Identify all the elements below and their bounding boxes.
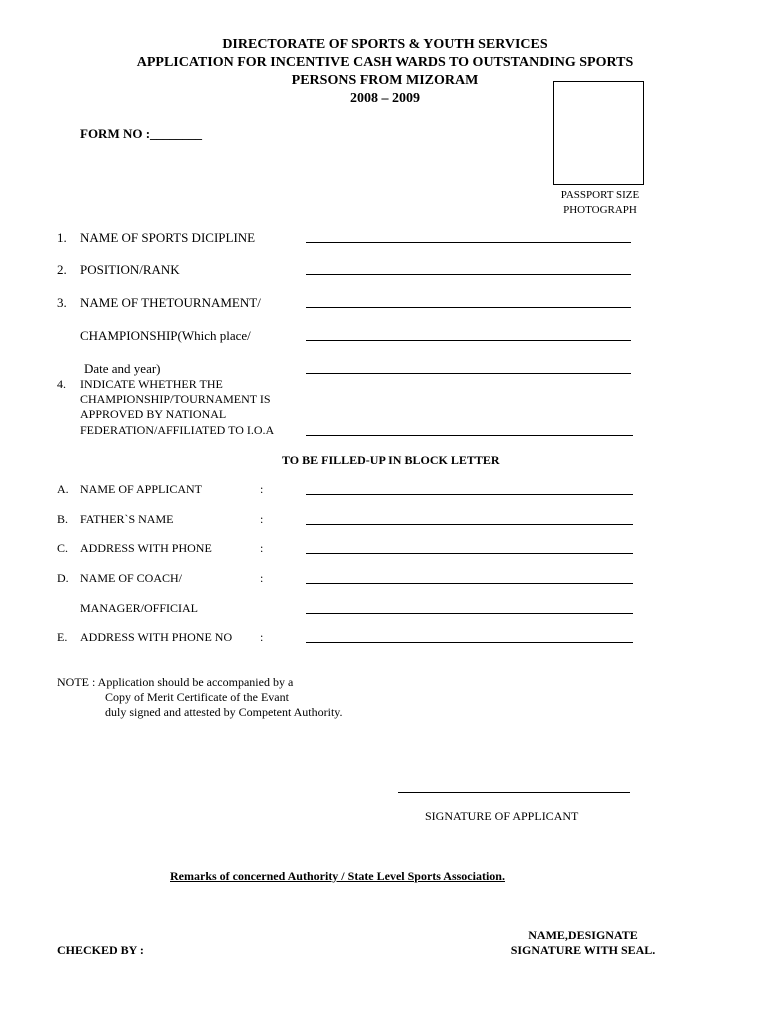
colon: :: [260, 482, 264, 496]
colon: :: [260, 630, 264, 644]
label-approval-line-3: APPROVED BY NATIONAL: [80, 407, 227, 421]
photo-caption-2: PHOTOGRAPH: [563, 204, 637, 216]
label-coach-name: NAME OF COACH/: [80, 571, 183, 585]
item-number: 1.: [57, 230, 67, 245]
form-number: FORM NO :________: [80, 126, 203, 141]
signature-field[interactable]: [398, 792, 630, 793]
header-subtitle: APPLICATION FOR INCENTIVE CASH WARDS TO OUTSTANDING SPORTS: [136, 55, 634, 70]
item-number: 4.: [57, 377, 66, 391]
item-letter: A.: [57, 482, 69, 496]
field-coach-name[interactable]: [306, 583, 633, 584]
colon: :: [260, 512, 264, 526]
field-date-year[interactable]: [306, 373, 631, 374]
label-address-phone-no: ADDRESS WITH PHONE NO: [80, 630, 233, 644]
field-father-name[interactable]: [306, 524, 633, 525]
label-date-year: Date and year): [84, 361, 161, 376]
label-address-phone: ADDRESS WITH PHONE: [80, 541, 212, 555]
block-letter-heading: TO BE FILLED-UP IN BLOCK LETTER: [282, 453, 500, 467]
label-tournament: NAME OF THETOURNAMENT/: [80, 295, 261, 310]
field-sports-discipline[interactable]: [306, 242, 631, 243]
checked-by-label: CHECKED BY :: [57, 943, 144, 957]
field-position-rank[interactable]: [306, 274, 631, 275]
signature-seal-label: SIGNATURE WITH SEAL.: [510, 943, 656, 957]
field-address-phone-no[interactable]: [306, 642, 633, 643]
colon: :: [260, 541, 264, 555]
item-letter: B.: [57, 512, 69, 526]
label-championship: CHAMPIONSHIP(Which place/: [80, 328, 251, 343]
label-approval-line-2: CHAMPIONSHIP/TOURNAMENT IS: [80, 392, 271, 406]
label-approval-line-4: FEDERATION/AFFILIATED TO I.O.A: [80, 423, 275, 437]
note-line-3: duly signed and attested by Competent Authority.: [105, 705, 343, 719]
label-manager-official: MANAGER/OFFICIAL: [80, 601, 199, 615]
remarks-heading: Remarks of concerned Authority / State Level Sports Association.: [170, 869, 505, 883]
photo-caption-1: PASSPORT SIZE: [560, 189, 640, 201]
passport-photo-box: [553, 81, 644, 185]
field-championship[interactable]: [306, 340, 631, 341]
header-region: PERSONS FROM MIZORAM: [291, 73, 479, 88]
item-number: 2.: [57, 262, 67, 277]
label-applicant-name: NAME OF APPLICANT: [80, 482, 203, 496]
item-letter: E.: [57, 630, 68, 644]
label-approval-line-1: INDICATE WHETHER THE: [80, 377, 223, 391]
field-approval[interactable]: [306, 435, 633, 436]
note-line-2: Copy of Merit Certificate of the Evant: [105, 690, 289, 704]
label-position-rank: POSITION/RANK: [80, 262, 180, 277]
signature-label: SIGNATURE OF APPLICANT: [425, 809, 579, 823]
field-applicant-name[interactable]: [306, 494, 633, 495]
field-manager-official[interactable]: [306, 613, 633, 614]
item-letter: C.: [57, 541, 69, 555]
name-designate-label: NAME,DESIGNATE: [528, 928, 638, 942]
item-letter: D.: [57, 571, 69, 585]
note-line-1: NOTE : Application should be accompanied by a: [57, 675, 294, 689]
field-address-phone[interactable]: [306, 553, 633, 554]
label-sports-discipline: NAME OF SPORTS DICIPLINE: [80, 230, 256, 245]
header-title: DIRECTORATE OF SPORTS & YOUTH SERVICES: [222, 37, 548, 52]
header-year: 2008 – 2009: [350, 91, 420, 106]
item-number: 3.: [57, 295, 67, 310]
colon: :: [260, 571, 264, 585]
field-tournament[interactable]: [306, 307, 631, 308]
label-father-name: FATHER`S NAME: [80, 512, 174, 526]
